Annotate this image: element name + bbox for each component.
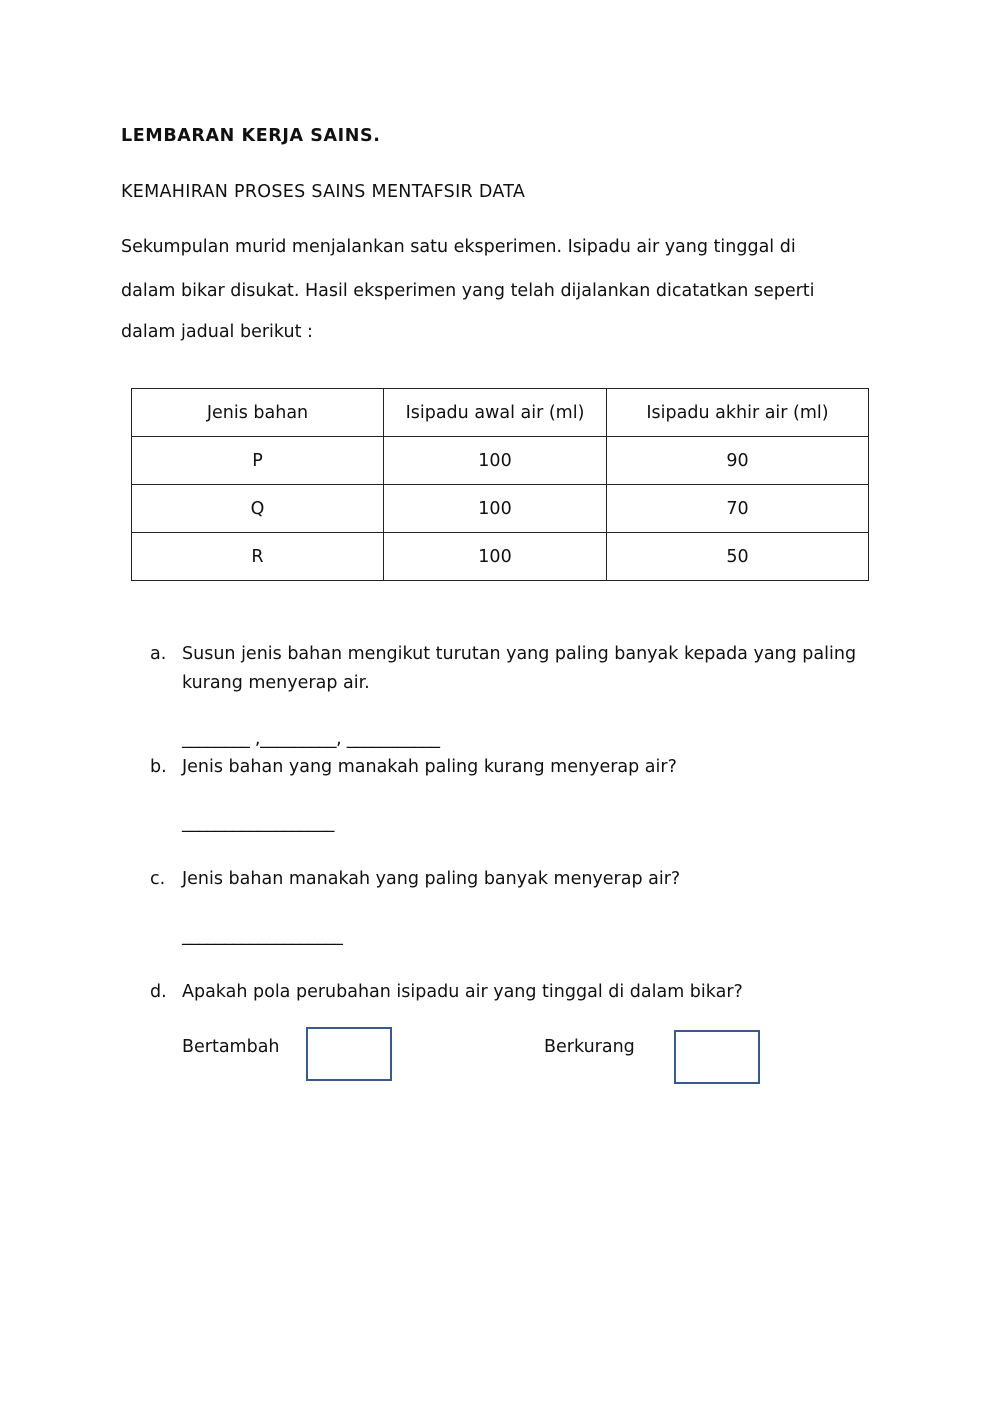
intro-line-2: dalam bikar disukat. Hasil eksperimen yang telah dijalankan dicatatkan seperti (121, 281, 815, 301)
question-a-text-line2: kurang menyerap air. (182, 673, 370, 693)
table-row (132, 485, 869, 533)
worksheet-title: LEMBARAN KERJA SAINS. (121, 126, 381, 146)
header-jenis-bahan: Jenis bahan (132, 389, 384, 437)
table-row (132, 437, 869, 485)
question-a-text-line1: Susun jenis bahan mengikut turutan yang paling banyak kepada yang paling (182, 644, 857, 664)
table-cell: 90 (607, 437, 869, 485)
option-bertambah-checkbox[interactable] (306, 1027, 392, 1081)
table-header-row (132, 389, 869, 437)
question-a-letter: a. (150, 644, 167, 664)
question-b-answer-blank[interactable]: __________________ (182, 813, 335, 833)
table-cell: 100 (384, 437, 607, 485)
worksheet-subtitle: KEMAHIRAN PROSES SAINS MENTAFSIR DATA (121, 182, 526, 202)
question-b-text: Jenis bahan yang manakah paling kurang menyerap air? (182, 757, 677, 777)
intro-line-3: dalam jadual berikut : (121, 322, 313, 342)
table-cell: 100 (384, 533, 607, 581)
question-b-letter: b. (150, 757, 167, 777)
header-isipadu-akhir: Isipadu akhir air (ml) (607, 389, 869, 437)
header-isipadu-awal: Isipadu awal air (ml) (384, 389, 607, 437)
question-c-answer-blank[interactable]: ___________________ (182, 926, 343, 946)
table-cell: 70 (607, 485, 869, 533)
question-c-letter: c. (150, 869, 166, 889)
table-cell: 50 (607, 533, 869, 581)
table-cell: R (132, 533, 384, 581)
question-a-answer-blank[interactable]: ________ ,_________, ___________ (182, 729, 440, 749)
table-cell: Q (132, 485, 384, 533)
table-cell: 100 (384, 485, 607, 533)
intro-line-1: Sekumpulan murid menjalankan satu eksperimen. Isipadu air yang tinggal di (121, 237, 796, 257)
question-d-letter: d. (150, 982, 167, 1002)
option-berkurang-label: Berkurang (544, 1037, 635, 1057)
option-bertambah-label: Bertambah (182, 1037, 280, 1057)
question-c-text: Jenis bahan manakah yang paling banyak menyerap air? (182, 869, 681, 889)
question-d-text: Apakah pola perubahan isipadu air yang tinggal di dalam bikar? (182, 982, 743, 1002)
option-berkurang-checkbox[interactable] (674, 1030, 760, 1084)
table-row (132, 533, 869, 581)
results-table (131, 388, 869, 581)
table-cell: P (132, 437, 384, 485)
